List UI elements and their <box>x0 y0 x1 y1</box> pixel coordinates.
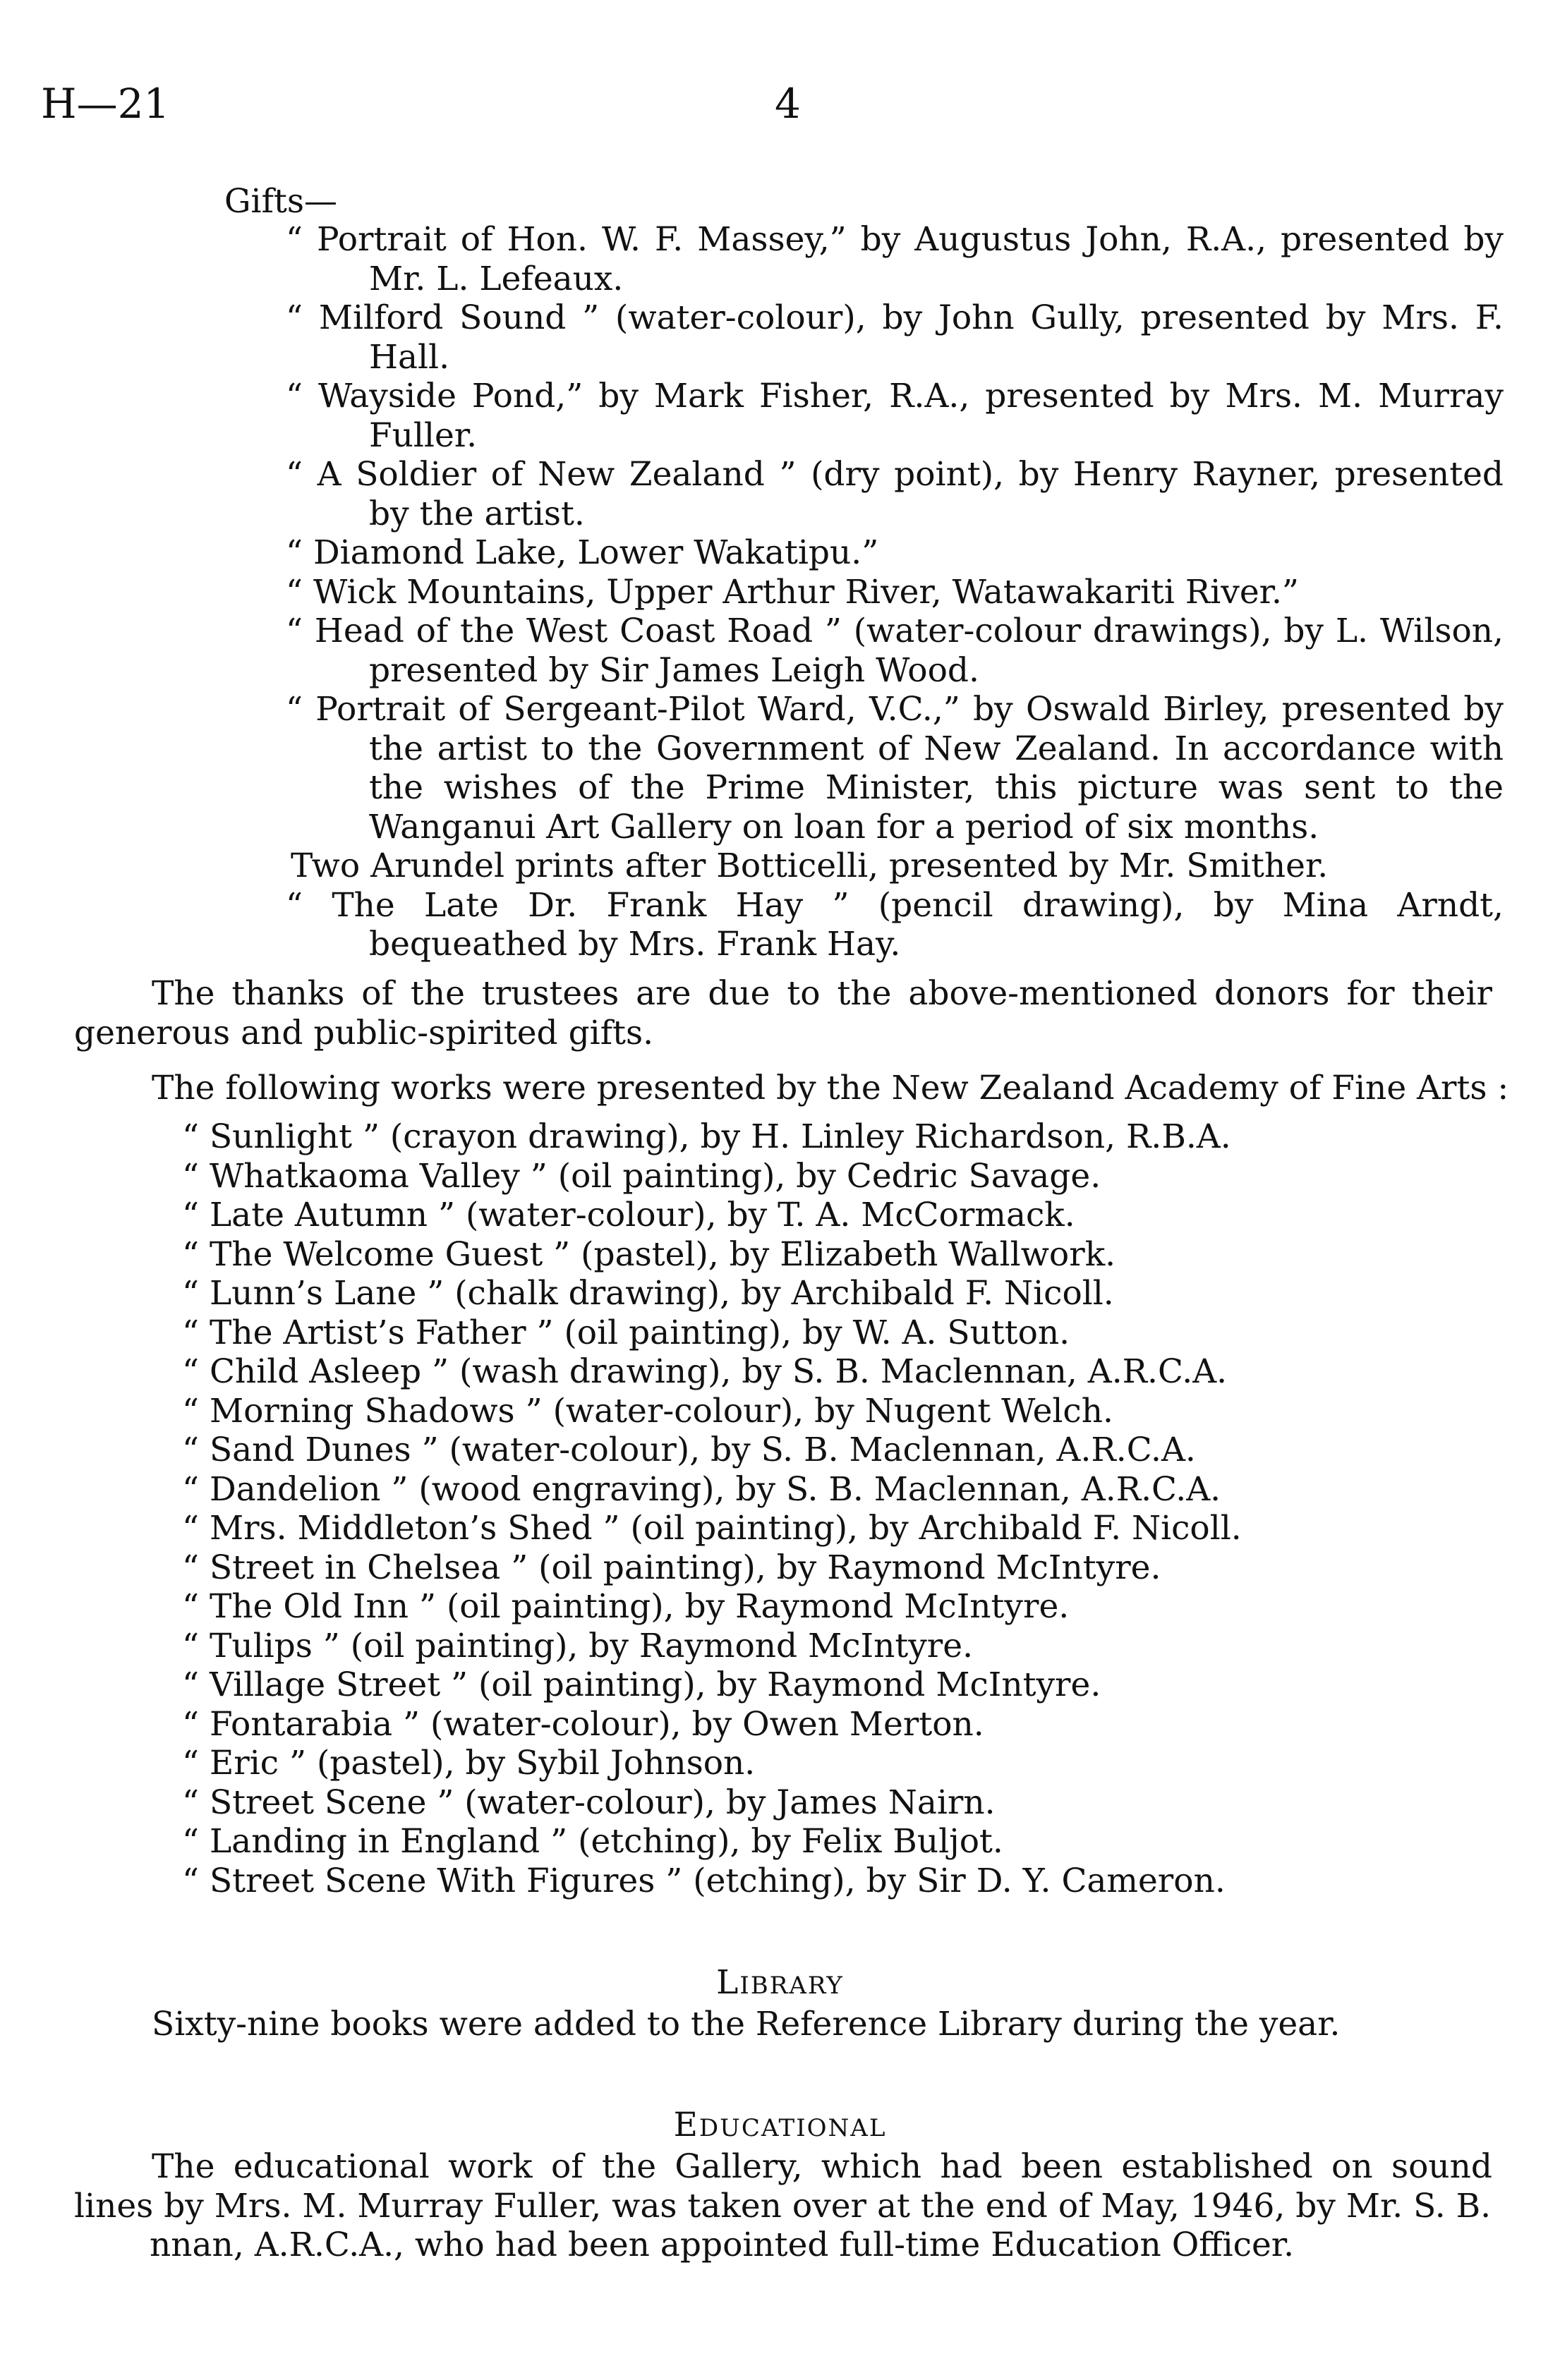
educational-paragraph: The educational work of the Gallery, which had been established on sound lines by Mrs. M. Murray Fuller, was taken over at the end of May, 1946, by Mr. S. B. <box>74 2147 1492 2226</box>
educational-paragraph-continued: nnan, A.R.C.A., who had been appointed full-time Education Officer. <box>150 2226 1295 2264</box>
academy-work: “ Village Street ” (oil painting), by Raymond McIntyre. <box>182 1665 1101 1704</box>
academy-work: “ Tulips ” (oil painting), by Raymond McIntyre. <box>182 1626 974 1665</box>
academy-intro: The following works were presented by the New Zealand Academy of Fine Arts : <box>152 1069 1509 1107</box>
document-reference: H—21 <box>41 80 170 128</box>
academy-work: “ Street in Chelsea ” (oil painting), by Raymond McIntyre. <box>182 1548 1161 1587</box>
academy-work: “ The Welcome Guest ” (pastel), by Elizabeth Wallwork. <box>182 1234 1116 1274</box>
academy-work: “ Morning Shadows ” (water-colour), by Nugent Welch. <box>182 1391 1113 1431</box>
gift-entry: “ The Late Dr. Frank Hay ” (pencil drawing), by Mina Arndt, bequeathed by Mrs. Frank Hay. <box>286 885 1504 964</box>
academy-work: “ Late Autumn ” (water-colour), by T. A. McCormack. <box>182 1196 1075 1234</box>
academy-work: “ Street Scene ” (water-colour), by James Nairn. <box>182 1783 996 1822</box>
gift-entry: “ Wick Mountains, Upper Arthur River, Watawakariti River.” <box>286 572 1299 612</box>
academy-work: “ Fontarabia ” (water-colour), by Owen Merton. <box>182 1704 984 1744</box>
gift-entry: “ Portrait of Hon. W. F. Massey,” by Augustus John, R.A., presented by Mr. L. Lefeaux. <box>286 220 1504 298</box>
educational-heading: EDUCATIONAL <box>673 2106 887 2144</box>
thanks-paragraph: The thanks of the trustees are due to the above-mentioned donors for their generous and public-spirited gifts. <box>74 974 1492 1052</box>
academy-work: “ Sand Dunes ” (water-colour), by S. B. Maclennan, A.R.C.A. <box>182 1431 1196 1469</box>
gift-entry: Two Arundel prints after Botticelli, presented by Mr. Smither. <box>291 846 1329 885</box>
academy-work: “ Sunlight ” (crayon drawing), by H. Linley Richardson, R.B.A. <box>182 1117 1231 1156</box>
academy-work: “ Whatkaoma Valley ” (oil painting), by Cedric Savage. <box>182 1156 1101 1196</box>
academy-work: “ Child Asleep ” (wash drawing), by S. B. Maclennan, A.R.C.A. <box>182 1352 1228 1391</box>
library-paragraph: Sixty-nine books were added to the Reference Library during the year. <box>152 2005 1341 2044</box>
academy-works-list <box>182 1117 1242 1900</box>
gifts-list <box>0 220 1560 964</box>
academy-work: “ The Old Inn ” (oil painting), by Raymond McIntyre. <box>182 1587 1070 1626</box>
library-heading: LIBRARY <box>716 1963 844 2002</box>
gift-entry: “ A Soldier of New Zealand ” (dry point), by Henry Rayner, presented by the artist. <box>286 455 1504 533</box>
academy-work: “ Street Scene With Figures ” (etching), by Sir D. Y. Cameron. <box>182 1861 1226 1900</box>
academy-work: “ Eric ” (pastel), by Sybil Johnson. <box>182 1744 756 1783</box>
academy-work: “ Mrs. Middleton’s Shed ” (oil painting), by Archibald F. Nicoll. <box>182 1509 1242 1548</box>
academy-work: “ Lunn’s Lane ” (chalk drawing), by Archibald F. Nicoll. <box>182 1274 1114 1313</box>
gift-entry: “ Head of the West Coast Road ” (water-colour drawings), by L. Wilson, presented by Sir James Leigh Wood. <box>286 612 1504 690</box>
gift-entry: “ Milford Sound ” (water-colour), by John Gully, presented by Mrs. F. Hall. <box>286 298 1504 377</box>
page-number: 4 <box>775 80 801 128</box>
gifts-label: Gifts— <box>224 182 337 221</box>
academy-work: “ Landing in England ” (etching), by Felix Buljot. <box>182 1822 1003 1861</box>
gift-entry: “ Wayside Pond,” by Mark Fisher, R.A., presented by Mrs. M. Murray Fuller. <box>286 377 1504 455</box>
academy-work: “ The Artist’s Father ” (oil painting), by W. A. Sutton. <box>182 1313 1070 1352</box>
gift-entry: “ Portrait of Sergeant-Pilot Ward, V.C.,” by Oswald Birley, presented by the artist to the Government of New Zealand. In accordance with the wishes of the Prime Minister, this picture was sent to the Wanganui Art Gallery on loan for a period of six months. <box>286 690 1504 846</box>
gift-entry: “ Diamond Lake, Lower Wakatipu.” <box>286 533 879 572</box>
academy-work: “ Dandelion ” (wood engraving), by S. B. Maclennan, A.R.C.A. <box>182 1469 1221 1509</box>
